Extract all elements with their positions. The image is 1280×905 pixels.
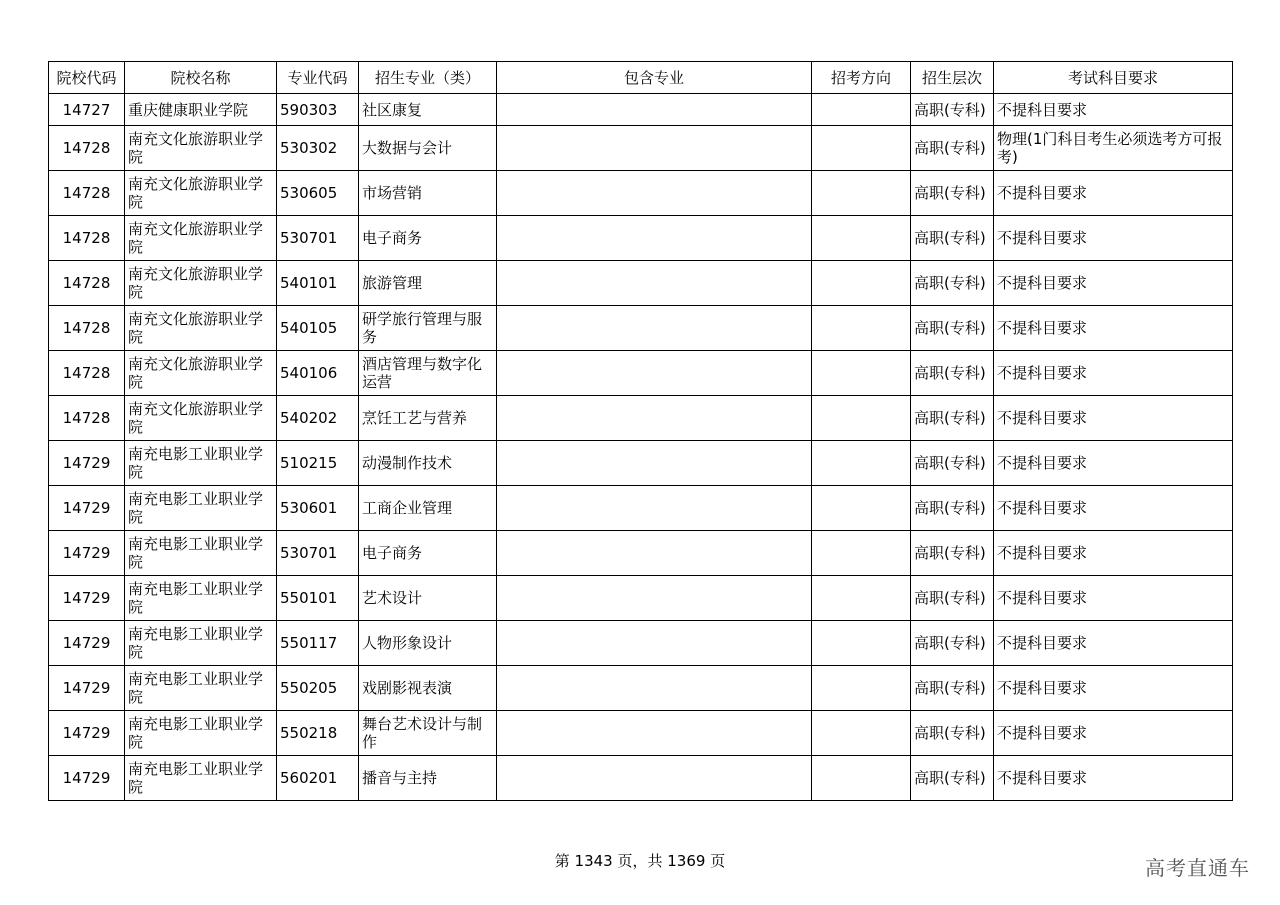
cell-requirement: 不提科目要求 xyxy=(994,441,1233,486)
cell-major: 烹饪工艺与营养 xyxy=(359,396,497,441)
cell-included-majors xyxy=(497,396,812,441)
cell-direction xyxy=(812,486,911,531)
cell-major: 市场营销 xyxy=(359,171,497,216)
cell-major-code: 540105 xyxy=(277,306,359,351)
cell-school-name: 重庆健康职业学院 xyxy=(125,94,277,126)
cell-school-code: 14728 xyxy=(49,216,125,261)
cell-school-name: 南充文化旅游职业学院 xyxy=(125,126,277,171)
table-row xyxy=(49,261,1233,306)
cell-direction xyxy=(812,306,911,351)
header-level: 招生层次 xyxy=(911,62,994,94)
cell-major-code: 560201 xyxy=(277,756,359,801)
cell-school-code: 14729 xyxy=(49,441,125,486)
cell-school-code: 14729 xyxy=(49,711,125,756)
cell-requirement: 不提科目要求 xyxy=(994,171,1233,216)
cell-level: 高职(专科) xyxy=(911,531,994,576)
cell-direction xyxy=(812,126,911,171)
enrollment-table xyxy=(48,61,1233,801)
table-header-row xyxy=(49,62,1233,94)
table-row xyxy=(49,576,1233,621)
cell-included-majors xyxy=(497,486,812,531)
header-major-code: 专业代码 xyxy=(277,62,359,94)
cell-major: 人物形象设计 xyxy=(359,621,497,666)
table-body xyxy=(49,94,1233,801)
cell-level: 高职(专科) xyxy=(911,171,994,216)
cell-included-majors xyxy=(497,126,812,171)
cell-included-majors xyxy=(497,216,812,261)
cell-major: 工商企业管理 xyxy=(359,486,497,531)
cell-level: 高职(专科) xyxy=(911,486,994,531)
header-school-name: 院校名称 xyxy=(125,62,277,94)
cell-level: 高职(专科) xyxy=(911,126,994,171)
cell-included-majors xyxy=(497,94,812,126)
cell-direction xyxy=(812,261,911,306)
cell-major: 动漫制作技术 xyxy=(359,441,497,486)
cell-requirement: 不提科目要求 xyxy=(994,621,1233,666)
cell-requirement: 不提科目要求 xyxy=(994,576,1233,621)
cell-included-majors xyxy=(497,666,812,711)
cell-level: 高职(专科) xyxy=(911,351,994,396)
cell-school-name: 南充电影工业职业学院 xyxy=(125,531,277,576)
cell-school-name: 南充电影工业职业学院 xyxy=(125,666,277,711)
cell-major-code: 530601 xyxy=(277,486,359,531)
cell-major-code: 550101 xyxy=(277,576,359,621)
table-row xyxy=(49,216,1233,261)
cell-major: 旅游管理 xyxy=(359,261,497,306)
cell-requirement: 不提科目要求 xyxy=(994,486,1233,531)
cell-level: 高职(专科) xyxy=(911,756,994,801)
cell-included-majors xyxy=(497,261,812,306)
table-row xyxy=(49,531,1233,576)
cell-major-code: 590303 xyxy=(277,94,359,126)
cell-direction xyxy=(812,666,911,711)
cell-school-name: 南充文化旅游职业学院 xyxy=(125,396,277,441)
cell-requirement: 不提科目要求 xyxy=(994,666,1233,711)
cell-major: 艺术设计 xyxy=(359,576,497,621)
cell-major-code: 550218 xyxy=(277,711,359,756)
cell-school-code: 14728 xyxy=(49,306,125,351)
cell-school-name: 南充电影工业职业学院 xyxy=(125,711,277,756)
cell-included-majors xyxy=(497,171,812,216)
watermark-logo: 高考直通车 xyxy=(1145,856,1250,880)
cell-requirement: 不提科目要求 xyxy=(994,531,1233,576)
cell-direction xyxy=(812,576,911,621)
cell-school-code: 14729 xyxy=(49,576,125,621)
cell-requirement: 不提科目要求 xyxy=(994,94,1233,126)
cell-included-majors xyxy=(497,441,812,486)
cell-included-majors xyxy=(497,711,812,756)
cell-direction xyxy=(812,396,911,441)
cell-included-majors xyxy=(497,621,812,666)
cell-level: 高职(专科) xyxy=(911,396,994,441)
cell-level: 高职(专科) xyxy=(911,261,994,306)
cell-level: 高职(专科) xyxy=(911,441,994,486)
cell-direction xyxy=(812,441,911,486)
cell-school-code: 14728 xyxy=(49,126,125,171)
cell-school-name: 南充电影工业职业学院 xyxy=(125,621,277,666)
table-row xyxy=(49,351,1233,396)
cell-level: 高职(专科) xyxy=(911,711,994,756)
cell-level: 高职(专科) xyxy=(911,576,994,621)
cell-requirement: 不提科目要求 xyxy=(994,351,1233,396)
cell-school-name: 南充文化旅游职业学院 xyxy=(125,261,277,306)
cell-requirement: 不提科目要求 xyxy=(994,306,1233,351)
cell-direction xyxy=(812,531,911,576)
cell-direction xyxy=(812,216,911,261)
header-school-code: 院校代码 xyxy=(49,62,125,94)
cell-major: 电子商务 xyxy=(359,531,497,576)
cell-direction xyxy=(812,711,911,756)
table-row xyxy=(49,441,1233,486)
cell-major-code: 530701 xyxy=(277,531,359,576)
cell-requirement: 物理(1门科目考生必须选考方可报考) xyxy=(994,126,1233,171)
header-included-majors: 包含专业 xyxy=(497,62,812,94)
cell-school-name: 南充文化旅游职业学院 xyxy=(125,171,277,216)
cell-level: 高职(专科) xyxy=(911,621,994,666)
cell-major-code: 540101 xyxy=(277,261,359,306)
cell-included-majors xyxy=(497,306,812,351)
cell-school-code: 14729 xyxy=(49,666,125,711)
cell-major: 戏剧影视表演 xyxy=(359,666,497,711)
cell-direction xyxy=(812,756,911,801)
cell-school-name: 南充电影工业职业学院 xyxy=(125,756,277,801)
cell-school-code: 14729 xyxy=(49,486,125,531)
cell-major-code: 530605 xyxy=(277,171,359,216)
cell-school-name: 南充文化旅游职业学院 xyxy=(125,306,277,351)
header-major: 招生专业（类） xyxy=(359,62,497,94)
table-row xyxy=(49,171,1233,216)
cell-requirement: 不提科目要求 xyxy=(994,756,1233,801)
cell-requirement: 不提科目要求 xyxy=(994,711,1233,756)
cell-major-code: 540202 xyxy=(277,396,359,441)
cell-level: 高职(专科) xyxy=(911,94,994,126)
cell-direction xyxy=(812,621,911,666)
table-row xyxy=(49,126,1233,171)
cell-school-code: 14727 xyxy=(49,94,125,126)
cell-requirement: 不提科目要求 xyxy=(994,261,1233,306)
cell-major: 播音与主持 xyxy=(359,756,497,801)
cell-school-code: 14728 xyxy=(49,351,125,396)
table-row xyxy=(49,396,1233,441)
table-row xyxy=(49,486,1233,531)
cell-requirement: 不提科目要求 xyxy=(994,216,1233,261)
cell-included-majors xyxy=(497,531,812,576)
cell-direction xyxy=(812,351,911,396)
cell-direction xyxy=(812,171,911,216)
table-row xyxy=(49,94,1233,126)
cell-included-majors xyxy=(497,576,812,621)
cell-school-code: 14729 xyxy=(49,756,125,801)
cell-level: 高职(专科) xyxy=(911,306,994,351)
cell-school-code: 14728 xyxy=(49,261,125,306)
cell-major-code: 550205 xyxy=(277,666,359,711)
cell-school-name: 南充文化旅游职业学院 xyxy=(125,216,277,261)
table-row xyxy=(49,621,1233,666)
cell-major-code: 550117 xyxy=(277,621,359,666)
cell-school-name: 南充文化旅游职业学院 xyxy=(125,351,277,396)
cell-level: 高职(专科) xyxy=(911,216,994,261)
cell-school-name: 南充电影工业职业学院 xyxy=(125,486,277,531)
table-row xyxy=(49,306,1233,351)
cell-school-code: 14728 xyxy=(49,171,125,216)
cell-major-code: 510215 xyxy=(277,441,359,486)
cell-included-majors xyxy=(497,756,812,801)
header-requirement: 考试科目要求 xyxy=(994,62,1233,94)
cell-major: 大数据与会计 xyxy=(359,126,497,171)
cell-school-code: 14729 xyxy=(49,531,125,576)
cell-included-majors xyxy=(497,351,812,396)
table-row xyxy=(49,756,1233,801)
cell-major-code: 530701 xyxy=(277,216,359,261)
cell-school-name: 南充电影工业职业学院 xyxy=(125,576,277,621)
cell-major: 研学旅行管理与服务 xyxy=(359,306,497,351)
cell-school-code: 14729 xyxy=(49,621,125,666)
table-row xyxy=(49,711,1233,756)
cell-level: 高职(专科) xyxy=(911,666,994,711)
cell-major: 舞台艺术设计与制作 xyxy=(359,711,497,756)
cell-requirement: 不提科目要求 xyxy=(994,396,1233,441)
cell-major: 社区康复 xyxy=(359,94,497,126)
page-number: 第 1343 页，共 1369 页 xyxy=(554,852,726,870)
cell-school-code: 14728 xyxy=(49,396,125,441)
cell-major-code: 530302 xyxy=(277,126,359,171)
header-direction: 招考方向 xyxy=(812,62,911,94)
cell-school-name: 南充电影工业职业学院 xyxy=(125,441,277,486)
cell-major: 电子商务 xyxy=(359,216,497,261)
table-row xyxy=(49,666,1233,711)
cell-major-code: 540106 xyxy=(277,351,359,396)
cell-direction xyxy=(812,94,911,126)
cell-major: 酒店管理与数字化运营 xyxy=(359,351,497,396)
